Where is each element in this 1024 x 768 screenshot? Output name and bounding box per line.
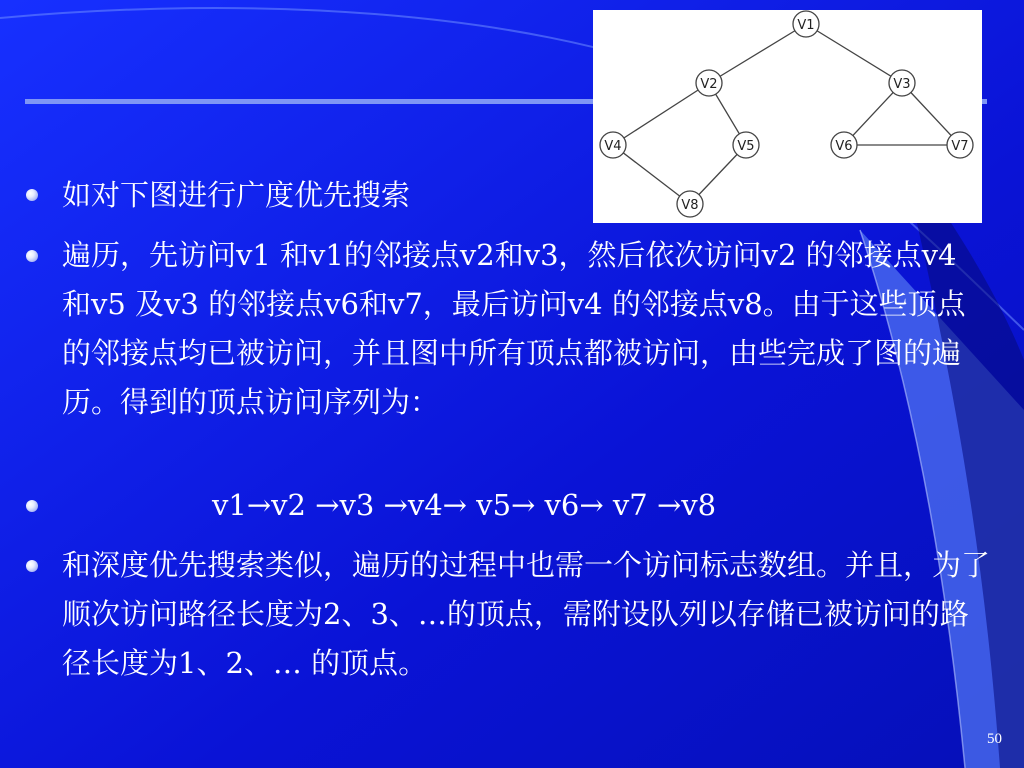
bullet-dot-4 <box>26 560 38 572</box>
graph-label-v3: V3 <box>893 77 911 92</box>
graph-label-v4: V4 <box>604 139 622 154</box>
edge-v1-v3 <box>806 24 902 83</box>
graph-label-v6: V6 <box>835 139 853 154</box>
graph-label-v5: V5 <box>737 139 755 154</box>
bullet-dot-2 <box>26 250 38 262</box>
graph-label-v8: V8 <box>681 198 699 213</box>
edge-v1-v2 <box>709 24 806 83</box>
graph-label-v2: V2 <box>700 77 718 92</box>
page-number: 50 <box>987 731 1002 747</box>
bullet-text-1: 如对下图进行广度优先搜索 <box>62 178 411 212</box>
bullet-text-3: v1→v2 →v3 →v4→ v5→ v6→ v7 →v8 <box>212 488 717 522</box>
bullet-text-2: 遍历，先访问v1 和v1的邻接点v2和v3，然后依次访问v2 的邻接点v4 和v5 及v3 的邻接点v6和v7，最后访问v4 的邻接点v8。由于这些顶点的邻接点均已被访问，并且图中所有顶点都被访问，由些完成了图的遍历。得到的顶点访问序列为： <box>62 238 966 419</box>
bullet-text-4: 和深度优先搜索类似，遍历的过程中也需一个访问标志数组。并且，为了顺次访问路径长度为2、3、…的顶点，需附设队列以存储已被访问的路径长度为1、2、… 的顶点。 <box>62 548 991 680</box>
bullet-dot-3 <box>26 500 38 512</box>
edge-v2-v4 <box>613 83 709 145</box>
graph-label-v1: V1 <box>797 18 815 33</box>
graph-label-v7: V7 <box>951 139 969 154</box>
bullet-dot-1 <box>26 189 38 201</box>
